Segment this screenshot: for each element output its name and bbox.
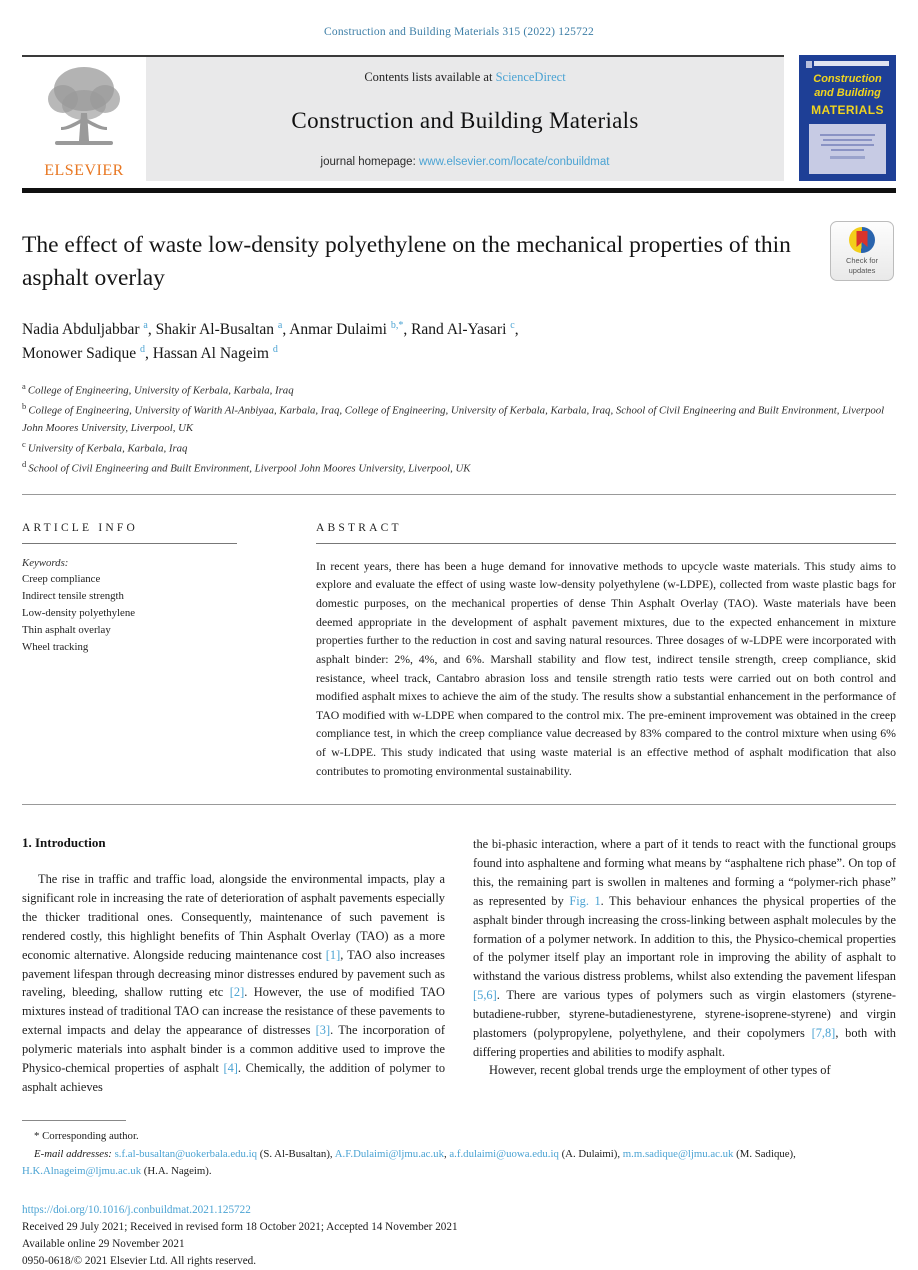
title-block	[22, 229, 896, 296]
inline-link[interactable]: m.m.sadique@ljmu.ac.uk	[622, 1147, 734, 1160]
cover-panel-line	[823, 139, 872, 141]
authors-line-2	[22, 342, 896, 366]
superscript-marker: b,*	[390, 319, 404, 331]
keyword-item: Low-density polyethylene	[22, 606, 136, 619]
abstract-rule	[316, 543, 896, 544]
paper-title: The effect of waste low-density polyethylene on the mechanical properties of thin asphalt overlay	[22, 232, 791, 292]
introduction-heading: 1. Introduction	[22, 835, 106, 851]
text-segment: , TAO also increases pavement lifespan through decreasing minor distresses endured by pavement such as raveling, bleeding, shallow rutting etc	[22, 947, 445, 1000]
footnote-rule	[22, 1120, 126, 1121]
intro-paragraph-left	[22, 870, 445, 1096]
footnote-block	[22, 1120, 896, 1180]
cover-top-bar	[814, 61, 889, 66]
superscript-marker: b	[22, 401, 29, 412]
info-abstract-section	[22, 495, 896, 805]
text-segment: (H.A. Nageim).	[141, 1165, 212, 1178]
superscript-marker: a	[22, 381, 28, 392]
keyword-item: Thin asphalt overlay	[22, 624, 111, 636]
intro-left-column	[22, 835, 445, 1096]
badge-label-line2: updates	[848, 265, 876, 275]
badge-label	[831, 256, 893, 276]
cover-title-line3: MATERIALS	[811, 102, 884, 117]
text-segment: College of Engineering, University of Warith Al-Anbiyaa, Karbala, Iraq, College of Engineering, University of Kerbala, Karbala, Iraq, School of Civil Engineering and Built Environment, Liverpool John Moores University, Liverpool, UK	[22, 404, 885, 435]
inline-link[interactable]: A.F.Dulaimi@ljmu.ac.uk	[334, 1147, 444, 1160]
doi-link[interactable]: https://doi.org/10.1016/j.conbuildmat.2021.125722	[22, 1204, 251, 1217]
corresponding-author-note: * Corresponding author.	[34, 1130, 139, 1143]
keywords-label: Keywords:	[22, 556, 69, 569]
author-list	[22, 318, 896, 366]
inline-link[interactable]: H.K.Alnageim@ljmu.ac.uk	[22, 1165, 142, 1178]
text-segment: College of Engineering, University of Kerbala, Karbala, Iraq	[27, 384, 294, 397]
affiliation-d	[22, 458, 896, 478]
article-info-heading: ARTICLE INFO	[22, 521, 138, 534]
superscript-marker: a	[277, 319, 283, 331]
abstract-column	[316, 522, 896, 781]
journal-title: Construction and Building Materials	[291, 107, 639, 133]
intro-paragraph-right-1	[473, 835, 896, 1061]
cover-issue-mark	[806, 61, 812, 68]
keyword-item: Indirect tensile strength	[22, 589, 124, 602]
cover-title-line2: and Building	[814, 86, 881, 99]
footer-block	[22, 1202, 896, 1270]
inline-link[interactable]: [3]	[315, 1023, 331, 1038]
contents-line	[156, 70, 774, 85]
inline-link[interactable]: [5,6]	[473, 988, 497, 1003]
inline-link[interactable]: [2]	[229, 985, 245, 1000]
superscript-marker: d	[272, 343, 278, 355]
elsevier-tree-icon	[41, 63, 127, 160]
superscript-marker: d	[22, 458, 29, 469]
text-segment: School of Civil Engineering and Built Environment, Liverpool John Moores University, Liverpool, UK	[28, 462, 471, 475]
badge-label-line1: Check for	[845, 256, 879, 265]
received-dates: Received 29 July 2021; Received in revised form 18 October 2021; Accepted 14 November 2021	[22, 1221, 458, 1234]
available-online: Available online 29 November 2021	[22, 1238, 185, 1251]
masthead-divider	[22, 188, 896, 193]
text-segment: , Hassan Al Nageim	[144, 345, 273, 363]
masthead-main	[22, 55, 784, 181]
inline-link[interactable]: [1]	[325, 947, 341, 962]
text-segment: . The incorporation of polymeric materials into asphalt binder is a common additive used to improve the Physico-chemical properties of asphalt	[22, 1023, 445, 1075]
journal-masthead	[22, 55, 896, 181]
affiliation-a	[22, 380, 896, 400]
elsevier-logo[interactable]	[22, 57, 146, 181]
text-segment: Nadia Abduljabbar	[22, 320, 144, 338]
inline-link[interactable]: s.f.al-busaltan@uokerbala.edu.iq	[114, 1147, 258, 1160]
text-segment: E-mail addresses:	[34, 1147, 115, 1160]
text-segment: . There are various types of polymers such as virgin elastomers (styrene-butadiene-rubber, styrene-butadienestyrene, styrene-isoprene-styrene) and virgin plastomers (polypropylene, polyethylene, and their copolymers	[473, 988, 896, 1040]
text-segment: , both with differing properties and abilities to modify asphalt.	[473, 1025, 896, 1059]
keyword-item: Creep compliance	[22, 572, 101, 585]
journal-banner	[146, 57, 784, 181]
text-segment: the bi-phasic interaction, where a part of it tends to react with the functional groups found into asphaltene and forming what means by “asphaltene rich phase”. On top of this, the remaining part is swollen in maltenes and forming a “polymer-rich phase” as represented by	[473, 837, 896, 908]
homepage-prefix: journal homepage:	[320, 156, 419, 168]
journal-cover[interactable]	[799, 55, 896, 181]
inline-link[interactable]: Fig. 1	[569, 893, 601, 908]
section-divider-bottom	[22, 804, 896, 805]
text-segment: , Anmar Dulaimi	[282, 320, 391, 338]
text-segment: University of Kerbala, Karbala, Iraq	[27, 442, 188, 455]
check-for-updates-badge[interactable]	[830, 221, 894, 281]
email-addresses-line	[22, 1146, 896, 1181]
authors-line-1	[22, 318, 896, 342]
inline-link[interactable]: a.f.dulaimi@uowa.edu.iq	[449, 1147, 559, 1160]
affiliations	[22, 380, 896, 478]
cover-title-line1: Construction	[813, 73, 882, 85]
cover-panel-line	[821, 144, 873, 146]
article-info-column	[22, 522, 274, 781]
abstract-text: In recent years, there has been a huge demand for innovative methods to upcycle waste materials. This study aims to explore and evaluate the effect of using waste low-density polyethylene (w-LDPE), collected from waste plastic bags for domestic purposes, on the mechanical properties of dense Thin Asphalt Overlay (TAO). Waste materials have been deemed appropriate in the development of asphalt pavement mixtures, due to the expected enhancement in mixture properties further to the reduction in cost and saving natural resources. Three dosages of w-LDPE were incorporated with asphalt binder: 2%, 4%, and 6%. Marshall stability and flow test, indirect tensile strength, creep compliance, skid resistance, wheel track, Cantabro abrasion loss and tensile strength ratio tests were carried out on both control and modified asphalt mixes to achieve the aim of the study. The results show a substantial enhancement in the performance of TAO modified with w-LDPE when compared to the control mix. The pre-eminent improvement was obtained in the creep compliance test, in which the creep compliance value decreased by 83% compared to the control mixture when using 6% of w-LDPE. This study indicated that using waste material is an effective method of asphalt modification that also contributes to promoting environmental sustainability.	[316, 558, 896, 778]
cover-abstract-panel	[809, 124, 886, 175]
issn-copyright: 0950-0618/© 2021 Elsevier Ltd. All rights reserved.	[22, 1255, 257, 1268]
article-info-rule	[22, 543, 237, 544]
text-segment: . Chemically, the addition of polymer to asphalt achieves	[22, 1060, 446, 1094]
sciencedirect-link[interactable]: ScienceDirect	[495, 70, 566, 84]
elsevier-wordmark: ELSEVIER	[44, 162, 124, 179]
text-segment: , Rand Al-Yasari	[403, 320, 511, 338]
text-segment: Monower Sadique	[22, 345, 140, 363]
keyword-item: Wheel tracking	[22, 641, 89, 654]
journal-reference[interactable]: Construction and Building Materials 315 (2022) 125722	[324, 26, 594, 38]
superscript-marker: d	[139, 343, 145, 355]
cover-panel-footline	[830, 156, 865, 159]
homepage-link[interactable]: www.elsevier.com/locate/conbuildmat	[418, 156, 610, 168]
introduction-section	[22, 835, 896, 1096]
text-segment: . This behaviour enhances the physical properties of the asphalt binder through increasing the cross-linking between asphalt molecules by the formation of a polymer network. In addition to this, the Physico-chemical properties of the polymer itself play an important role in improving the ability of asphalt to withstand the various distress problems, whilst also extending the pavement lifespan	[473, 893, 896, 984]
text-segment: . However, the use of modified TAO mixtures instead of traditional TAO can increase the resistance of these pavements to external impacts and delay the appearance of distresses	[22, 985, 445, 1038]
affiliation-b	[22, 400, 896, 438]
cover-panel-line	[831, 149, 863, 151]
superscript-marker: a	[143, 319, 148, 331]
superscript-marker: c	[510, 319, 515, 331]
contents-prefix: Contents lists available at	[364, 70, 496, 84]
text-segment: ,	[443, 1147, 450, 1160]
text-segment: (A. Dulaimi),	[558, 1147, 623, 1160]
homepage-line	[156, 156, 774, 168]
inline-link[interactable]: [4]	[223, 1060, 238, 1075]
bookmark-ribbon-icon	[857, 231, 868, 247]
intro-paragraph-right-2: However, recent global trends urge the employment of other types of	[489, 1063, 831, 1078]
intro-right-column	[473, 835, 896, 1096]
cover-panel-line	[820, 134, 875, 136]
check-updates-icon	[849, 227, 875, 253]
text-segment: (M. Sadique),	[733, 1147, 796, 1160]
affiliation-c	[22, 438, 896, 458]
inline-link[interactable]: [7,8]	[811, 1025, 836, 1040]
text-segment: (S. Al-Busaltan),	[257, 1147, 335, 1160]
text-segment: , Shakir Al-Busaltan	[147, 320, 278, 338]
text-segment: ,	[514, 320, 519, 338]
abstract-heading: ABSTRACT	[316, 521, 402, 534]
text-segment: The rise in traffic and traffic load, alongside the environmental impacts, play a significant role in increasing the rate of deterioration of asphalt pavements especially the thicker traditional ones. Consequently, maintenance of such pavement is rendered costly, this highlight benefits of Thin Asphalt Overlay (TAO) as a more economic alternative. Alongside reducing maintenance cost	[22, 872, 445, 962]
superscript-marker: c	[22, 438, 28, 449]
